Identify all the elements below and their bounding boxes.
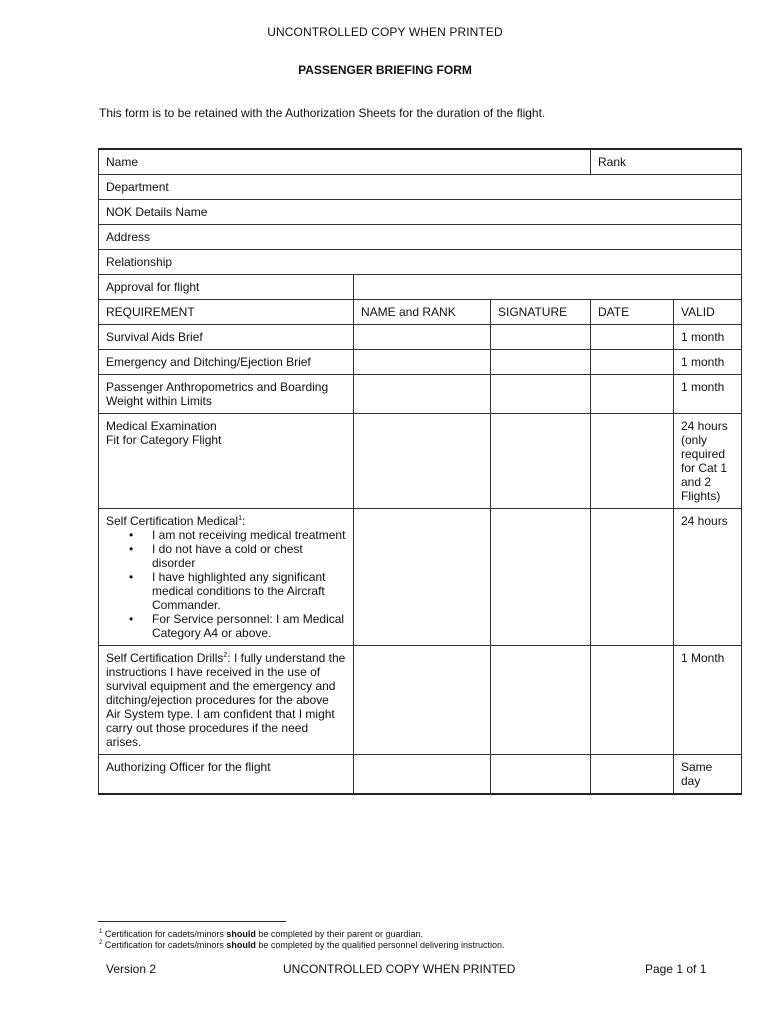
medical-line1: Medical Examination: [106, 419, 217, 433]
footnote-2-pre: Certification for cadets/minors: [102, 940, 227, 950]
page-number: Page 1 of 1: [645, 962, 707, 976]
survival-name-cell[interactable]: [354, 325, 491, 350]
self-med-colon: :: [241, 514, 246, 528]
self-med-bullets: [106, 528, 346, 640]
footnote-ref-2: 2: [223, 652, 228, 659]
survival-valid: 1 month: [674, 325, 742, 350]
anthro-signature-cell[interactable]: [491, 375, 591, 414]
col-valid: VALID: [674, 300, 742, 325]
address-field[interactable]: Address: [99, 225, 742, 250]
authorizing-name-cell[interactable]: [354, 755, 491, 795]
authorizing-signature-cell[interactable]: [491, 755, 591, 795]
department-field[interactable]: Department: [99, 175, 742, 200]
approval-label: Approval for flight: [99, 275, 354, 300]
self-drills-name-cell[interactable]: [354, 646, 491, 755]
authorizing-date-cell[interactable]: [591, 755, 674, 795]
name-row: [99, 149, 742, 175]
authorizing-requirement: Authorizing Officer for the flight: [99, 755, 354, 795]
self-med-bullet: • I am not receiving medical treatment: [152, 528, 346, 542]
emergency-name-cell[interactable]: [354, 350, 491, 375]
medical-valid: 24 hours (only required for Cat 1 and 2 Flights): [674, 414, 742, 509]
authorizing-valid: Same day: [674, 755, 742, 795]
anthro-name-cell[interactable]: [354, 375, 491, 414]
emergency-row: [99, 350, 742, 375]
form-title: PASSENGER BRIEFING FORM: [298, 63, 472, 77]
medical-requirement: [99, 414, 354, 509]
medical-line2: Fit for Category Flight: [106, 433, 222, 447]
nok-name-field[interactable]: NOK Details Name: [99, 200, 742, 225]
emergency-date-cell[interactable]: [591, 350, 674, 375]
survival-requirement: Survival Aids Brief: [99, 325, 354, 350]
anthro-line2: Weight within Limits: [106, 394, 212, 408]
version-label: Version 2: [106, 962, 157, 976]
self-drills-date-cell[interactable]: [591, 646, 674, 755]
self-med-row: [99, 509, 742, 646]
column-header-row: [99, 300, 742, 325]
footnote-1-post: be completed by their parent or guardian.: [255, 929, 423, 939]
name-field[interactable]: Name: [99, 149, 591, 175]
self-med-name-cell[interactable]: [354, 509, 491, 646]
self-med-bullet: • I have highlighted any significant medical conditions to the Aircraft Commander.: [152, 570, 346, 612]
anthro-row: [99, 375, 742, 414]
emergency-requirement: Emergency and Ditching/Ejection Brief: [99, 350, 354, 375]
self-med-title-text: Self Certification Medical: [106, 514, 239, 528]
self-med-valid: 24 hours: [674, 509, 742, 646]
footnote-ref-1: 1: [238, 515, 242, 522]
authorizing-row: [99, 755, 742, 795]
self-drills-signature-cell[interactable]: [491, 646, 591, 755]
self-med-requirement: [99, 509, 354, 646]
col-date: DATE: [591, 300, 674, 325]
medical-name-cell[interactable]: [354, 414, 491, 509]
survival-signature-cell[interactable]: [491, 325, 591, 350]
footnote-2-bold: should: [226, 940, 256, 950]
anthro-line1: Passenger Anthropometrics and Boarding: [106, 380, 329, 394]
top-header: UNCONTROLLED COPY WHEN PRINTED: [267, 25, 503, 39]
survival-date-cell[interactable]: [591, 325, 674, 350]
approval-row: [99, 275, 742, 300]
relationship-field[interactable]: Relationship: [99, 250, 742, 275]
nok-row: [99, 200, 742, 225]
self-drills-valid: 1 Month: [674, 646, 742, 755]
col-signature: SIGNATURE: [491, 300, 591, 325]
footnote-2: [99, 940, 505, 950]
medical-date-cell[interactable]: [591, 414, 674, 509]
self-drills-row: [99, 646, 742, 755]
self-med-bullet: • I do not have a cold or chest disorder: [152, 542, 346, 570]
self-drills-title: Self Certification Drills: [106, 651, 224, 665]
survival-row: [99, 325, 742, 350]
approval-field[interactable]: [354, 275, 742, 300]
self-med-signature-cell[interactable]: [491, 509, 591, 646]
footnote-1-pre: Certification for cadets/minors: [102, 929, 227, 939]
footnote-1-bold: should: [226, 929, 256, 939]
col-requirement: REQUIREMENT: [99, 300, 354, 325]
bottom-header: UNCONTROLLED COPY WHEN PRINTED: [283, 962, 516, 976]
department-row: [99, 175, 742, 200]
medical-row: [99, 414, 742, 509]
self-drills-text: : I fully understand the instructions I have received in the use of survival equipment and the emergency and ditching/ejection procedures for the above Air System type. I am confident that I might carry out those procedures if the need arises.: [106, 651, 346, 749]
self-med-title: [106, 514, 346, 528]
footnote-divider: [98, 921, 286, 922]
anthro-date-cell[interactable]: [591, 375, 674, 414]
footnote-2-num: 2: [99, 940, 103, 946]
briefing-table: [98, 148, 742, 795]
anthro-valid: 1 month: [674, 375, 742, 414]
self-med-date-cell[interactable]: [591, 509, 674, 646]
anthro-requirement: [99, 375, 354, 414]
medical-signature-cell[interactable]: [491, 414, 591, 509]
footnote-2-post: be completed by the qualified personnel delivering instruction.: [255, 940, 505, 950]
self-drills-requirement: [99, 646, 354, 755]
relationship-row: [99, 250, 742, 275]
emergency-valid: 1 month: [674, 350, 742, 375]
intro-text: This form is to be retained with the Authorization Sheets for the duration of the flight.: [99, 106, 546, 120]
self-med-bullet: • For Service personnel: I am Medical Category A4 or above.: [152, 612, 346, 640]
col-name-rank: NAME and RANK: [354, 300, 491, 325]
footnote-1: [99, 929, 423, 939]
footnote-1-num: 1: [99, 929, 103, 935]
rank-field[interactable]: Rank: [591, 149, 742, 175]
address-row: [99, 225, 742, 250]
emergency-signature-cell[interactable]: [491, 350, 591, 375]
